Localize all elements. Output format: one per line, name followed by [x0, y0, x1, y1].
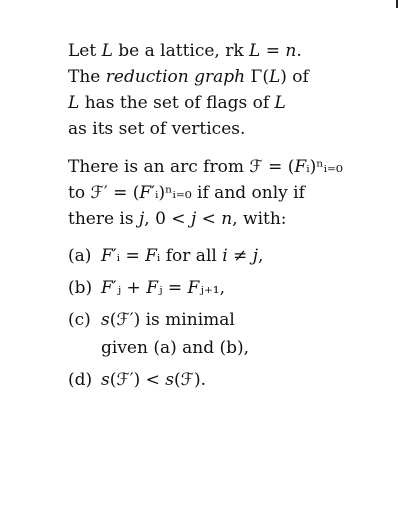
condition-b	[68, 274, 368, 302]
condition-a	[68, 242, 368, 270]
condition-label: (c)	[68, 310, 91, 330]
definition-text	[68, 38, 368, 394]
condition-text: 𝑠(ℱ′) is minimal	[101, 310, 235, 330]
paragraph2-line: to ℱ′ = (𝐹′ᵢ)ⁿᵢ₌₀ if and only if	[68, 183, 305, 203]
scan-edge-mark	[396, 0, 398, 8]
condition-label: (d)	[68, 370, 93, 390]
condition-text: 𝐹′ᵢ = 𝐹ᵢ for all 𝑖 ≠ 𝑗,	[101, 246, 264, 266]
condition-d	[68, 366, 368, 394]
paragraph1-line: The 𝑟𝑒𝑑𝑢𝑐𝑡𝑖𝑜𝑛 𝑔𝑟𝑎𝑝ℎ Γ(𝐿) of	[68, 67, 309, 87]
paragraph2-line: there is 𝑗, 0 < 𝑗 < 𝑛, with:	[68, 209, 287, 229]
condition-c-continued	[68, 334, 368, 362]
paragraph1-line: 𝐿 has the set of flags of 𝐿	[68, 93, 286, 113]
condition-text: 𝐹′ⱼ + 𝐹ⱼ = 𝐹ⱼ₊₁,	[101, 278, 226, 298]
condition-label: (a)	[68, 246, 92, 266]
condition-text: given (a) and (b),	[101, 338, 250, 358]
condition-c	[68, 306, 368, 334]
condition-label: (b)	[68, 278, 93, 298]
paragraph-spacer	[68, 142, 368, 154]
paragraph1-line: as its set of vertices.	[68, 119, 246, 139]
condition-text: 𝑠(ℱ′) < 𝑠(ℱ).	[101, 370, 207, 390]
paragraph1-line: Let 𝐿 be a lattice, rk 𝐿 = 𝑛.	[68, 41, 302, 61]
paragraph2-line: There is an arc from ℱ = (𝐹ᵢ)ⁿᵢ₌₀	[68, 157, 343, 177]
